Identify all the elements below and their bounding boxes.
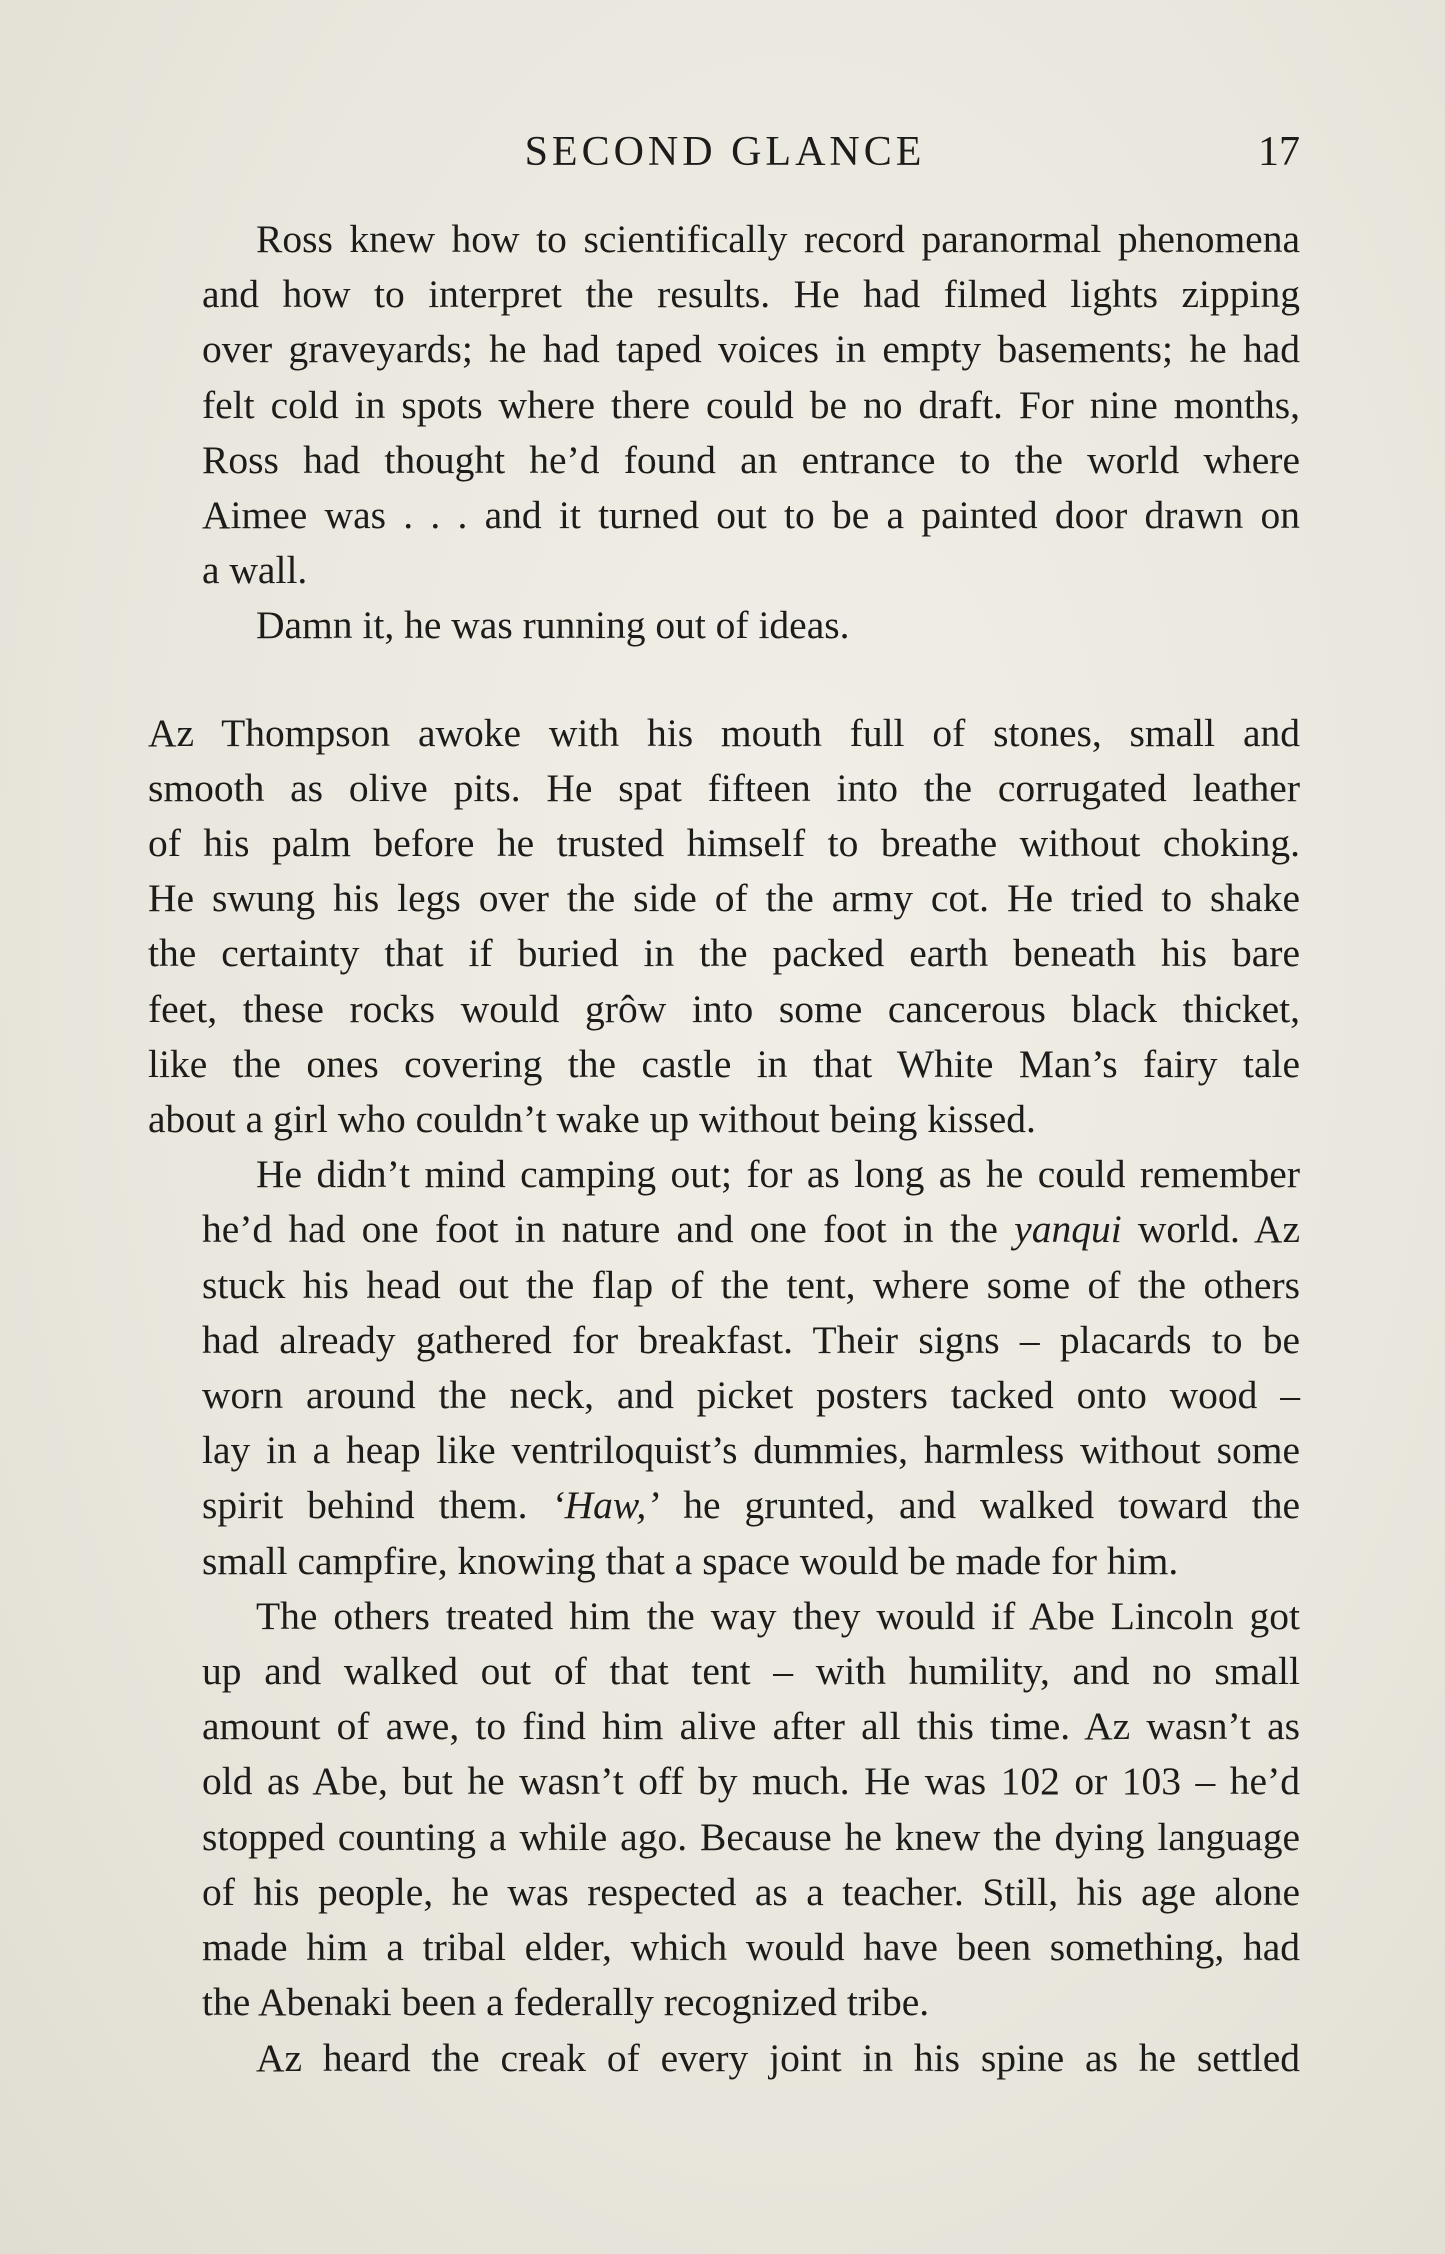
text-line: feet, these rocks would grôw into some cancerous black thicket, bbox=[148, 986, 1300, 1031]
text-line: of his people, he was respected as a teacher. Still, his age alone bbox=[202, 1869, 1300, 1914]
text-line: worn around the neck, and picket posters tacked onto wood – bbox=[202, 1373, 1300, 1418]
text-line: spirit behind them. ‘Haw,’ he grunted, and walked toward the bbox=[202, 1483, 1301, 1528]
text-line: and how to interpret the results. He had filmed lights zipping bbox=[202, 272, 1300, 317]
text-line: the Abenaki been a federally recognized tribe. bbox=[202, 1980, 930, 2025]
text-line: Aimee was . . . and it turned out to be a painted door drawn on bbox=[202, 493, 1300, 538]
section-break bbox=[148, 654, 1300, 706]
paragraph bbox=[148, 598, 1300, 653]
text-line: Az heard the creak of every joint in his spine as he settled bbox=[256, 2035, 1300, 2080]
text-line: small campfire, knowing that a space would be made for him. bbox=[202, 1538, 1179, 1583]
paragraph bbox=[148, 1147, 1300, 1589]
text-line: He swung his legs over the side of the army cot. He tried to shake bbox=[148, 876, 1300, 921]
text-line: about a girl who couldn’t wake up without being kissed. bbox=[148, 1097, 1036, 1142]
text-line: Az Thompson awoke with his mouth full of stones, small and bbox=[148, 710, 1300, 755]
text-line: amount of awe, to find him alive after all this time. Az wasn’t as bbox=[202, 1704, 1300, 1749]
text-line: stuck his head out the flap of the tent, where some of the others bbox=[202, 1262, 1300, 1307]
text-line: a wall. bbox=[202, 548, 308, 593]
text-line: made him a tribal elder, which would have been something, had bbox=[202, 1925, 1300, 1970]
running-title: SECOND GLANCE bbox=[524, 129, 926, 175]
text-line: stopped counting a while ago. Because he knew the dying language bbox=[202, 1814, 1300, 1859]
text-line: smooth as olive pits. He spat fifteen into the corrugated leather bbox=[148, 765, 1300, 810]
text-line: lay in a heap like ventriloquist’s dummies, harmless without some bbox=[202, 1428, 1300, 1473]
text-line: up and walked out of that tent – with humility, and no small bbox=[202, 1649, 1300, 1694]
text-line: The others treated him the way they would if Abe Lincoln got bbox=[256, 1593, 1300, 1638]
text-line: He didn’t mind camping out; for as long as he could remember bbox=[256, 1152, 1300, 1197]
text-line: like the ones covering the castle in that White Man’s fairy tale bbox=[148, 1041, 1300, 1086]
text-line: he’d had one foot in nature and one foot in the yanqui world. Az bbox=[202, 1207, 1300, 1252]
text-line: Ross had thought he’d found an entrance to the world where bbox=[202, 437, 1300, 482]
paragraph bbox=[148, 212, 1300, 598]
text-line: had already gathered for breakfast. Their signs – placards to be bbox=[202, 1317, 1300, 1362]
paragraph bbox=[148, 2031, 1300, 2086]
text-line: over graveyards; he had taped voices in empty basements; he had bbox=[202, 327, 1300, 372]
body-text bbox=[148, 212, 1300, 2086]
text-line: old as Abe, but he wasn’t off by much. He was 102 or 103 – he’d bbox=[202, 1759, 1300, 1804]
text-line: the certainty that if buried in the packed earth beneath his bare bbox=[148, 931, 1300, 976]
page-number: 17 bbox=[1258, 129, 1300, 175]
paragraph bbox=[148, 1589, 1300, 2031]
text-line: Ross knew how to scientifically record paranormal phenomena bbox=[256, 217, 1300, 261]
text-line: of his palm before he trusted himself to breathe without choking. bbox=[148, 821, 1300, 866]
paragraph bbox=[148, 706, 1300, 1148]
running-head bbox=[150, 122, 1300, 182]
text-line: felt cold in spots where there could be no draft. For nine months, bbox=[202, 382, 1300, 427]
text-line: Damn it, he was running out of ideas. bbox=[256, 603, 850, 648]
